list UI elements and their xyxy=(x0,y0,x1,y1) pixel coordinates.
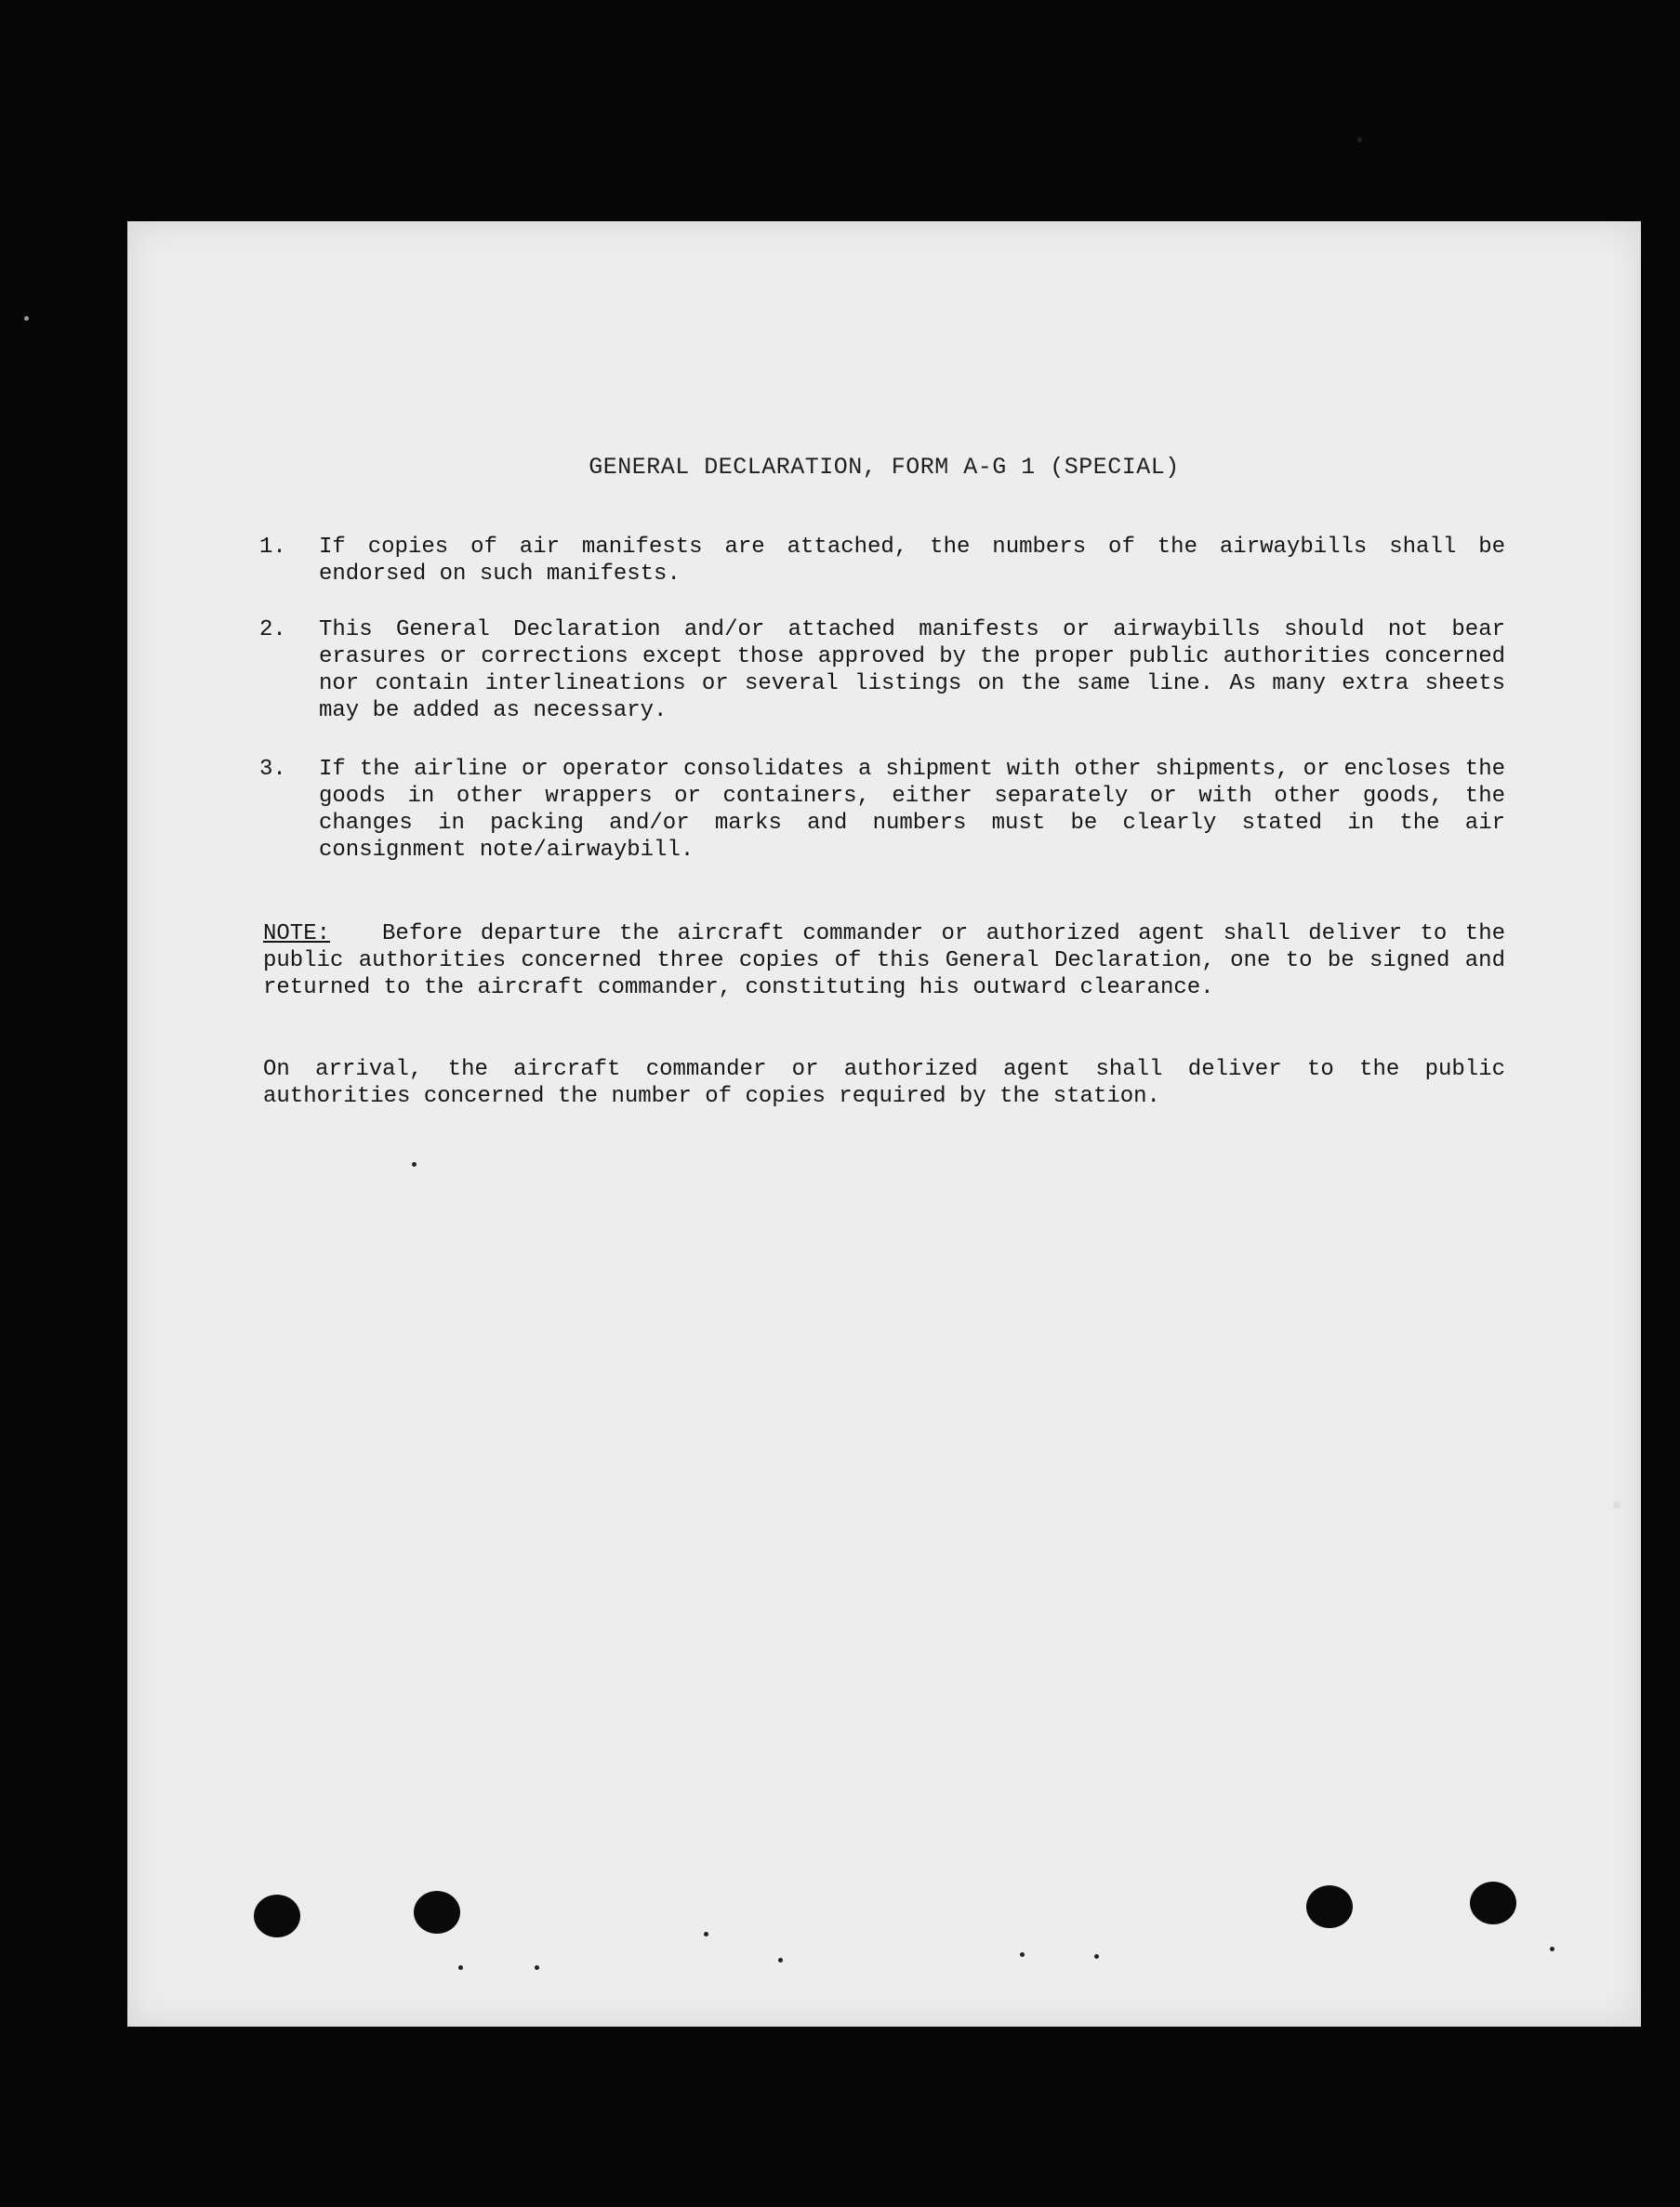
scan-speck xyxy=(1020,1952,1025,1957)
note-text: Before departure the aircraft commander or authorized agent shall deliver to the public authorities concerned three copies of this General Declaration, one to be signed and returned to the aircraft commander, constituting his outward clearance. xyxy=(263,921,1505,1000)
punch-hole xyxy=(254,1895,300,1937)
note-paragraph xyxy=(263,920,1505,1001)
scan-speck xyxy=(1613,1501,1620,1509)
scan-speck xyxy=(1550,1947,1554,1951)
scan-speck xyxy=(778,1958,783,1963)
form-title: GENERAL DECLARATION, FORM A-G 1 (SPECIAL) xyxy=(589,454,1180,481)
scan-speck xyxy=(704,1932,708,1936)
instruction-item xyxy=(259,534,1505,588)
scan-speck xyxy=(412,1162,417,1167)
scan-speck xyxy=(24,316,29,321)
item-number: 3. xyxy=(259,757,286,782)
arrival-paragraph: On arrival, the aircraft commander or authorized agent shall deliver to the public authorities concerned the number of copies required by the station. xyxy=(263,1057,1505,1109)
scan-speck xyxy=(535,1965,539,1970)
note-label: NOTE: xyxy=(263,921,331,946)
scan-speck xyxy=(458,1965,463,1970)
punch-hole xyxy=(1306,1885,1353,1928)
item-text: If copies of air manifests are attached, the numbers of the airwaybills shall be endorsed on such manifests. xyxy=(319,535,1505,587)
scan-speck xyxy=(1094,1954,1099,1959)
item-number: 2. xyxy=(259,617,286,642)
punch-hole xyxy=(1470,1882,1516,1924)
item-text: If the airline or operator consolidates a shipment with other shipments, or encloses the goods in other wrappers or containers, either separately or with other goods, the changes in packing and/or marks and numbers must be clearly stated in the air consignment note/airwaybill. xyxy=(319,757,1505,863)
document-page xyxy=(127,221,1641,2027)
item-number: 1. xyxy=(259,535,286,560)
item-text: This General Declaration and/or attached manifests or airwaybills should not bear erasures or corrections except those approved by the proper public authorities concerned nor contain interlineations or several listings on the same line. As many extra sheets may be added as necessary. xyxy=(319,617,1505,723)
instruction-item xyxy=(259,616,1505,724)
punch-hole xyxy=(414,1891,460,1934)
scan-speck xyxy=(1357,138,1362,142)
instruction-item xyxy=(259,756,1505,864)
